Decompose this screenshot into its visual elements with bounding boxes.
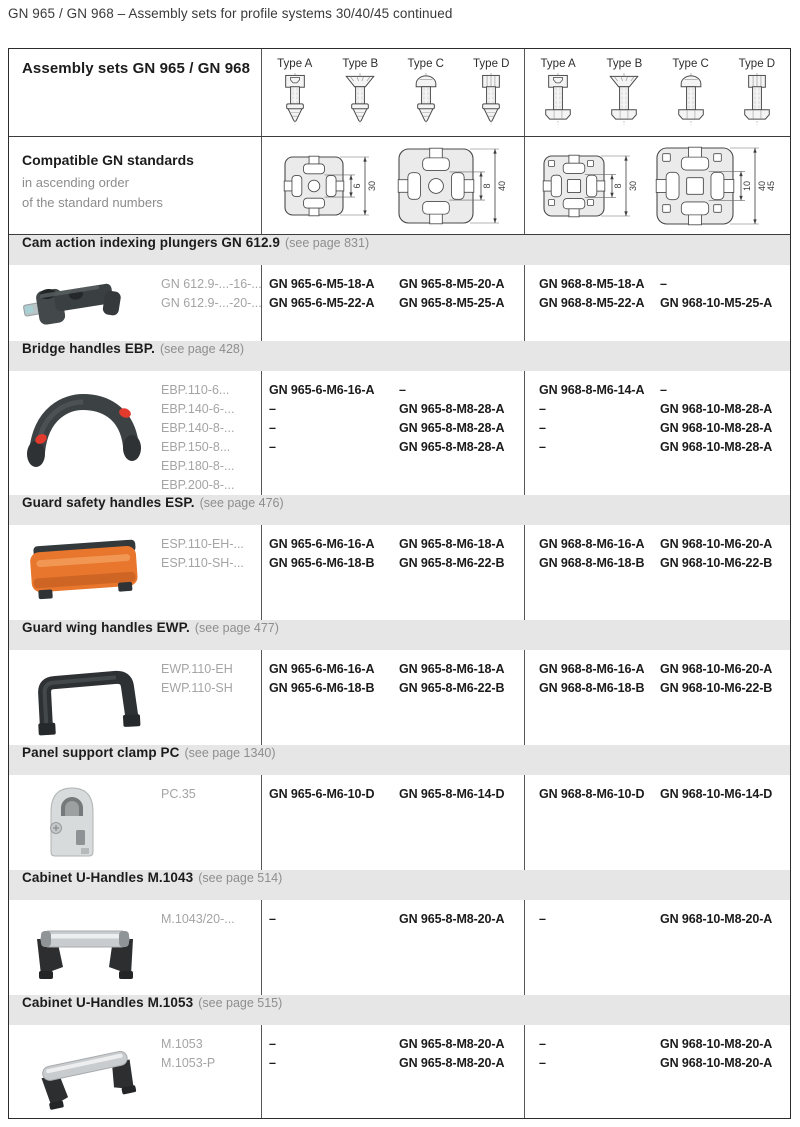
section-header-bar — [9, 620, 790, 650]
order-number: GN 968-10-M8-28-A — [660, 402, 773, 416]
section-see-page: (see page 477) — [194, 621, 279, 635]
order-number-column — [660, 381, 772, 457]
gn965-data-cell — [261, 1025, 524, 1118]
svg-text:30: 30 — [628, 180, 638, 191]
svg-text:10: 10 — [742, 180, 752, 191]
gn965-profiles-cell — [261, 137, 524, 234]
order-number-column — [539, 785, 644, 804]
order-number-column — [269, 1035, 276, 1073]
u-handle-1053-image — [13, 1029, 157, 1112]
screw-with-cone-tip-icon — [275, 72, 315, 126]
screw-with-tslot-foot-icon — [538, 72, 578, 126]
type-label: Type D — [738, 58, 776, 70]
section-data-row — [9, 775, 790, 870]
cam-plunger-image — [13, 269, 157, 335]
section-data-row — [9, 525, 790, 620]
part-name-list — [161, 910, 235, 929]
svg-text:8: 8 — [613, 182, 623, 189]
header-title-cell — [9, 49, 261, 136]
gn965-data-cell — [261, 775, 524, 870]
part-name: PC.35 — [161, 787, 196, 801]
product-cell — [9, 265, 261, 341]
order-number: GN 965-6-M5-18-A — [269, 277, 375, 291]
svg-text:8: 8 — [482, 182, 493, 189]
order-number-column — [660, 785, 772, 804]
type-label: Type D — [473, 58, 510, 70]
gn965-data-cell — [261, 371, 524, 495]
order-number-column — [660, 660, 772, 698]
order-number-column — [269, 275, 374, 313]
gn968-type-a-column — [525, 49, 591, 136]
order-number: GN 965-8-M6-22-B — [399, 681, 505, 695]
part-name-list — [161, 381, 234, 495]
order-number-column — [269, 660, 374, 698]
part-name: GN 612.9-...-20-... — [161, 296, 262, 310]
part-name: ESP.110-SH-... — [161, 556, 244, 570]
screw-with-cone-tip-icon — [340, 72, 380, 126]
order-number: GN 968-8-M6-18-B — [539, 556, 645, 570]
order-number-column — [539, 1035, 546, 1073]
svg-text:30: 30 — [366, 180, 377, 191]
svg-text:6: 6 — [351, 182, 362, 189]
gn968-data-cell — [524, 525, 790, 620]
page-title: GN 965 / GN 968 – Assembly sets for profile systems 30/40/45 continued — [8, 6, 453, 21]
order-number-column — [539, 535, 644, 573]
guard-wing-handle-image — [13, 654, 157, 739]
guard-safety-handle-image — [13, 529, 157, 614]
no-option-dash: – — [269, 440, 276, 454]
bridge-handle-image — [13, 375, 157, 489]
order-number: GN 965-6-M6-16-A — [269, 537, 375, 551]
order-number: GN 965-6-M6-16-A — [269, 662, 375, 676]
section-title: Guard wing handles EWP. — [22, 620, 190, 635]
no-option-dash: – — [399, 383, 406, 397]
type-label: Type B — [342, 58, 379, 70]
order-number-column — [539, 381, 644, 457]
part-name-list — [161, 785, 196, 804]
section-title: Panel support clamp PC — [22, 745, 180, 760]
product-cell — [9, 371, 261, 495]
order-number: GN 965-6-M5-22-A — [269, 296, 375, 310]
gn968-data-cell — [524, 900, 790, 995]
type-label: Type A — [277, 58, 313, 70]
no-option-dash: – — [660, 277, 667, 291]
part-name: GN 612.9-...-16-... — [161, 277, 262, 291]
order-number: GN 965-8-M6-18-A — [399, 662, 505, 676]
gn968-type-c-column — [658, 49, 724, 136]
section-data-row — [9, 371, 790, 495]
order-number: GN 968-10-M6-20-A — [660, 537, 773, 551]
svg-text:45: 45 — [766, 180, 776, 191]
no-option-dash: – — [539, 912, 546, 926]
gn965-data-cell — [261, 525, 524, 620]
section-data-row — [9, 265, 790, 341]
part-name: ESP.110-EH-... — [161, 537, 244, 551]
product-cell — [9, 525, 261, 620]
order-number: GN 965-8-M5-20-A — [399, 277, 505, 291]
order-number: GN 968-10-M6-22-B — [660, 681, 773, 695]
order-number-column — [660, 910, 772, 929]
assembly-sets-table — [8, 48, 791, 1119]
gn968-profiles-cell — [524, 137, 790, 234]
svg-text:40: 40 — [497, 180, 508, 191]
gn965-type-d-column — [459, 49, 525, 136]
screw-with-tslot-foot-icon — [737, 72, 777, 126]
order-number: GN 968-10-M6-22-B — [660, 556, 773, 570]
section-title: Cabinet U-Handles M.1053 — [22, 995, 194, 1010]
no-option-dash: – — [269, 1056, 276, 1070]
order-number: GN 968-10-M8-28-A — [660, 421, 773, 435]
screw-with-tslot-foot-icon — [671, 72, 711, 126]
order-number: GN 965-8-M5-25-A — [399, 296, 505, 310]
order-number: GN 965-8-M8-20-A — [399, 1056, 505, 1070]
screw-with-cone-tip-icon — [406, 72, 446, 126]
part-name: EBP.140-8-... — [161, 421, 235, 435]
type-label: Type C — [407, 58, 444, 70]
section-data-row — [9, 650, 790, 745]
section-see-page: (see page 1340) — [184, 746, 276, 760]
section-title: Bridge handles EBP. — [22, 341, 155, 356]
section-header-bar — [9, 745, 790, 775]
gn965-type-a-column — [262, 49, 328, 136]
order-number: GN 968-10-M6-14-D — [660, 787, 773, 801]
order-number: GN 965-8-M6-18-A — [399, 537, 505, 551]
order-number: GN 968-8-M6-18-B — [539, 681, 645, 695]
table-title: Assembly sets GN 965 / GN 968 — [22, 60, 251, 77]
order-number: GN 965-6-M6-18-B — [269, 556, 375, 570]
compatible-subtitle-2: of the standard numbers — [22, 195, 163, 210]
order-number-column — [660, 535, 772, 573]
no-option-dash: – — [539, 1037, 546, 1051]
section-header-bar — [9, 341, 790, 371]
part-name-list — [161, 660, 233, 698]
panel-clamp-image — [13, 779, 157, 864]
gn968-data-cell — [524, 265, 790, 341]
order-number: GN 968-10-M8-20-A — [660, 1037, 773, 1051]
u-handle-1043-image — [13, 904, 157, 989]
part-name: EBP.110-6... — [161, 383, 230, 397]
gn968-type-d-column — [724, 49, 790, 136]
profile-40-cross-section — [393, 143, 507, 229]
section-see-page: (see page 515) — [198, 996, 283, 1010]
gn968-data-cell — [524, 1025, 790, 1118]
part-name: EWP.110-SH — [161, 681, 233, 695]
part-name: EBP.140-6-... — [161, 402, 235, 416]
profile-40-45-tslot-cross-section — [651, 142, 777, 230]
section-header-bar — [9, 870, 790, 900]
screw-with-cone-tip-icon — [471, 72, 511, 126]
part-name: M.1043/20-... — [161, 912, 235, 926]
section-see-page: (see page 428) — [159, 342, 245, 356]
section-data-row — [9, 1025, 790, 1118]
order-number: GN 968-8-M6-10-D — [539, 787, 645, 801]
order-number-column — [399, 1035, 504, 1073]
part-name: EBP.180-8-... — [161, 459, 235, 473]
order-number-column — [269, 785, 374, 804]
compatible-title: Compatible GN standards — [22, 152, 194, 168]
order-number-column — [399, 381, 504, 457]
part-name: EBP.150-8... — [161, 440, 231, 454]
gn965-type-c-column — [393, 49, 459, 136]
gn965-type-b-column — [328, 49, 394, 136]
no-option-dash: – — [539, 421, 546, 435]
no-option-dash: – — [269, 402, 276, 416]
section-header-bar — [9, 495, 790, 525]
product-cell — [9, 900, 261, 995]
section-title: Guard safety handles ESP. — [22, 495, 195, 510]
no-option-dash: – — [269, 421, 276, 435]
order-number-column — [399, 535, 504, 573]
section-header-bar — [9, 235, 790, 265]
section-title: Cabinet U-Handles M.1043 — [22, 870, 194, 885]
no-option-dash: – — [539, 440, 546, 454]
order-number: GN 968-10-M8-20-A — [660, 912, 773, 926]
order-number: GN 965-6-M6-10-D — [269, 787, 375, 801]
part-name: M.1053-P — [161, 1056, 216, 1070]
order-number: GN 968-8-M6-16-A — [539, 537, 645, 551]
order-number: GN 968-8-M6-14-A — [539, 383, 645, 397]
section-see-page: (see page 831) — [285, 236, 370, 250]
order-number-column — [660, 275, 772, 313]
no-option-dash: – — [269, 912, 276, 926]
section-header-bar — [9, 995, 790, 1025]
type-label: Type B — [606, 58, 643, 70]
order-number-column — [399, 275, 504, 313]
svg-text:40: 40 — [757, 180, 767, 191]
order-number-column — [269, 535, 374, 573]
no-option-dash: – — [539, 402, 546, 416]
part-name: EWP.110-EH — [161, 662, 233, 676]
part-name-list — [161, 1035, 215, 1073]
table-header-row — [9, 49, 790, 137]
product-cell — [9, 1025, 261, 1118]
gn968-data-cell — [524, 775, 790, 870]
compatible-standards-row — [9, 137, 790, 235]
gn965-data-cell — [261, 900, 524, 995]
order-number: GN 968-10-M5-25-A — [660, 296, 773, 310]
order-number-column — [539, 910, 546, 929]
order-number: GN 965-8-M8-20-A — [399, 912, 505, 926]
profile-30-cross-section — [279, 151, 377, 221]
product-cell — [9, 650, 261, 745]
gn965-data-cell — [261, 650, 524, 745]
part-name-list — [161, 275, 262, 313]
gn965-type-header-group — [261, 49, 524, 136]
order-number-column — [539, 660, 644, 698]
order-number: GN 968-10-M6-20-A — [660, 662, 773, 676]
gn968-type-b-column — [591, 49, 657, 136]
order-number-column — [269, 910, 276, 929]
section-see-page: (see page 476) — [199, 496, 284, 510]
order-number: GN 965-8-M8-28-A — [399, 402, 505, 416]
order-number: GN 968-10-M8-28-A — [660, 440, 773, 454]
order-number-column — [660, 1035, 772, 1073]
order-number: GN 965-8-M8-28-A — [399, 440, 505, 454]
product-cell — [9, 775, 261, 870]
gn968-data-cell — [524, 371, 790, 495]
compatible-text-cell — [9, 137, 261, 234]
part-name: EBP.200-8-... — [161, 478, 235, 492]
no-option-dash: – — [660, 383, 667, 397]
no-option-dash: – — [269, 1037, 276, 1051]
order-number: GN 965-8-M8-28-A — [399, 421, 505, 435]
section-see-page: (see page 514) — [198, 871, 283, 885]
screw-with-tslot-foot-icon — [604, 72, 644, 126]
type-label: Type A — [540, 58, 576, 70]
order-number: GN 965-8-M6-22-B — [399, 556, 505, 570]
profile-30-tslot-cross-section — [538, 150, 638, 222]
compatible-subtitle-1: in ascending order — [22, 175, 129, 190]
order-number: GN 968-8-M5-18-A — [539, 277, 645, 291]
gn965-data-cell — [261, 265, 524, 341]
order-number-column — [399, 785, 504, 804]
order-number-column — [539, 275, 644, 313]
order-number: GN 968-8-M6-16-A — [539, 662, 645, 676]
section-title: Cam action indexing plungers GN 612.9 — [22, 235, 281, 250]
part-name: M.1053 — [161, 1037, 203, 1051]
order-number-column — [269, 381, 374, 457]
order-number: GN 965-8-M8-20-A — [399, 1037, 505, 1051]
order-number: GN 965-6-M6-16-A — [269, 383, 375, 397]
part-name-list — [161, 535, 244, 573]
type-label: Type C — [672, 58, 709, 70]
gn968-type-header-group — [524, 49, 790, 136]
order-number: GN 968-8-M5-22-A — [539, 296, 645, 310]
order-number-column — [399, 910, 504, 929]
section-data-row — [9, 900, 790, 995]
gn968-data-cell — [524, 650, 790, 745]
order-number-column — [399, 660, 504, 698]
order-number: GN 965-8-M6-14-D — [399, 787, 505, 801]
order-number: GN 965-6-M6-18-B — [269, 681, 375, 695]
order-number: GN 968-10-M8-20-A — [660, 1056, 773, 1070]
no-option-dash: – — [539, 1056, 546, 1070]
